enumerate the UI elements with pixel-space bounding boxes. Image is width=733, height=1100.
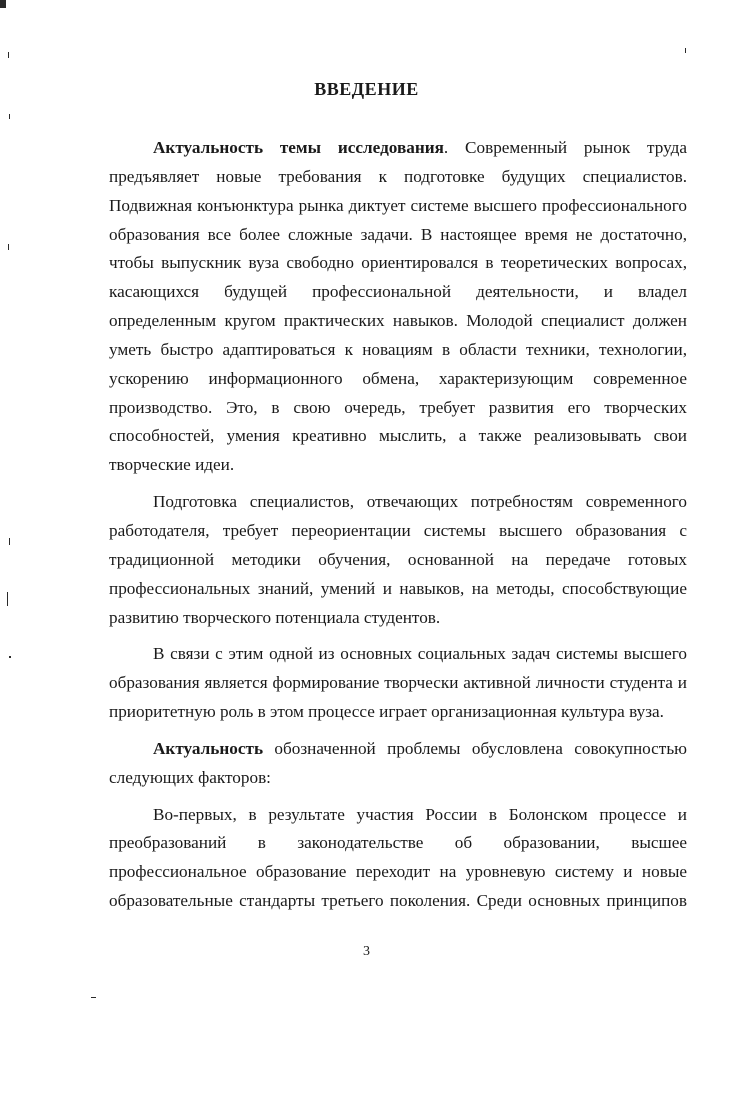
scan-speck	[7, 592, 8, 606]
page-number: 3	[363, 944, 370, 959]
paragraph-text: Во-первых, в результате участия России в Болонском процессе и преобразований в законодательстве об образовании, высшее профессиональное образование переходит на уровневую систему и новые образовательные стандарты третьего поколения. Среди основных принципов	[109, 804, 687, 911]
scan-speck	[91, 997, 96, 998]
paragraph-lead: Актуальность	[153, 738, 264, 758]
scan-speck	[685, 48, 686, 53]
paragraph-lead: Актуальность темы исследования	[153, 138, 444, 157]
paragraph-text: В связи с этим одной из основных социальных задач системы высшего образования является формирование творчески активной личности студента и приоритетную роль в этом процессе играет организационная культура вуза.	[109, 644, 687, 722]
paragraph	[109, 134, 687, 480]
paragraph	[109, 640, 687, 727]
scan-speck	[9, 114, 10, 119]
paragraph-text: обозначенной проблемы обусловлена совокупностью следующих факторов:	[109, 738, 687, 787]
page-title: ВВЕДЕНИЕ	[314, 79, 419, 99]
scan-corner-mark	[0, 0, 6, 8]
scan-speck	[9, 538, 10, 545]
paragraph	[109, 735, 687, 793]
paragraph	[109, 801, 687, 916]
scan-speck	[9, 656, 11, 658]
paragraph-text: Подготовка специалистов, отвечающих потребностям современного работодателя, требует переориентации системы высшего образования с традиционной методики обучения, основанной на передаче готовых профессиональных знаний, умений и навыков, на методы, способствующие развитию творческого потенциала студентов.	[109, 492, 687, 627]
paragraph	[109, 488, 687, 632]
paragraph-text: . Современный рынок труда предъявляет новые требования к подготовке будущих специалистов. Подвижная конъюнктура рынка диктует системе высшего профессионального образования все более сложные задачи. В настоящее время не достаточно, чтобы выпускник вуза свободно ориентировался в теоретических вопросах, касающихся будущей профессиональной деятельности, и владел определенным кругом практических навыков. Молодой специалист должен уметь быстро адаптироваться к новациям в области техники, технологии, ускорению информационного обмена, характеризующим современное производство. Это, в свою очередь, требует развития его творческих способностей, умения креативно мыслить, а также реализовывать свои творческие идеи.	[109, 138, 687, 475]
document-body	[109, 134, 687, 924]
scan-speck	[8, 244, 9, 250]
scan-speck	[8, 52, 9, 58]
